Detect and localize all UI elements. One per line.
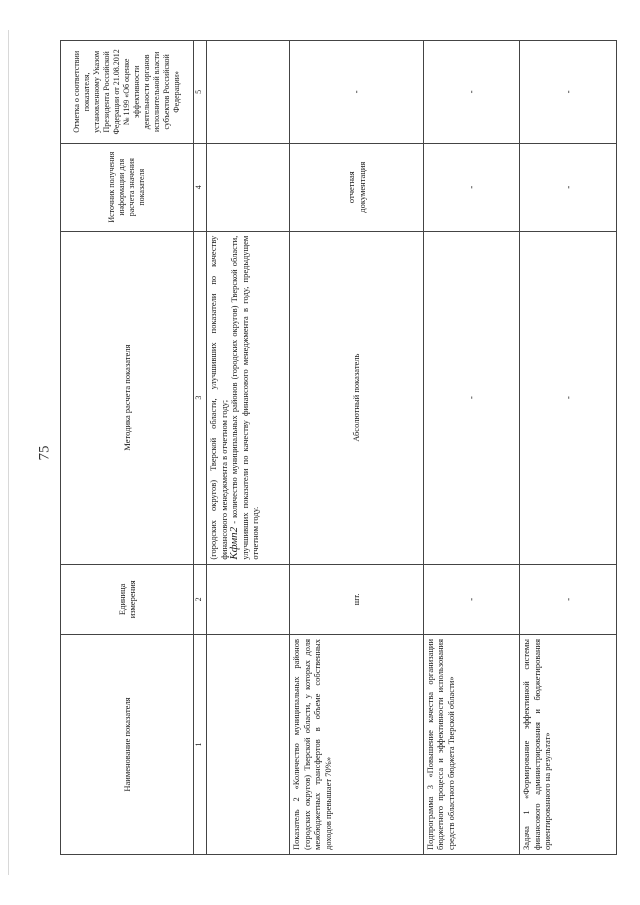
page-number: 75 [36, 445, 53, 461]
table-row-subprogram-3 [423, 41, 519, 855]
column-number: 2 [194, 564, 207, 634]
indicator-table-rotated [60, 40, 617, 855]
header-indicator-name: Наименование показателя [61, 635, 194, 855]
method-text-part2: - количество муниципальных районов (городских округов) Тверской области, улучшивших показатели по качеству финансового менеджмента в году, предыдущем отчетном году. [229, 235, 261, 560]
column-number: 4 [194, 143, 207, 231]
column-number: 5 [194, 41, 207, 144]
cell-indicator-name [207, 635, 290, 855]
cell-decree-mark: - [423, 41, 519, 144]
cell-source [207, 143, 290, 231]
header-source: Источник получения информации для расчета значения показателя [61, 143, 194, 231]
cell-unit [207, 564, 290, 634]
cell-decree-mark [207, 41, 290, 144]
column-number-row [194, 41, 207, 855]
column-number: 3 [194, 231, 207, 564]
header-unit: Единица измерения [61, 564, 194, 634]
cell-unit: - [520, 564, 617, 634]
cell-decree-mark: - [520, 41, 617, 144]
cell-source: - [423, 143, 519, 231]
cell-unit: шт. [290, 564, 424, 634]
header-row [61, 41, 194, 855]
cell-decree-mark: - [290, 41, 424, 144]
header-decree-mark: Отметка о соответствии показателя, установленному Указом Президента Российской Федерации от 21.08.2012 № 1199 «Об оценке эффективности деятельности органов исполнительной власти субъектов Российской Федерации» [61, 41, 194, 144]
cell-method: - [423, 231, 519, 564]
cell-indicator-name: Подпрограмма 3 «Повышение качества организации бюджетного процесса и эффективности использования средств областного бюджета Тверской области» [423, 635, 519, 855]
table-row-task-1 [520, 41, 617, 855]
cell-method: - [520, 231, 617, 564]
cell-indicator-name: Задача 1 «Формирование эффективной системы финансового администрирования и бюджетирования ориентированного на результат» [520, 635, 617, 855]
method-text-part1: (городских округов) Тверской области, улучшивших показатели по качеству финансового менеджмента в отчетном году; [208, 235, 229, 560]
column-number: 1 [194, 635, 207, 855]
cell-indicator-name: Показатель 2 «Количество муниципальных районов (городских округов) Тверской области, у которых доля межбюджетных трансфертов в объеме собственных доходов превышает 70%» [290, 635, 424, 855]
cell-method: Абсолютный показатель [290, 231, 424, 564]
table-row-continuation [207, 41, 290, 855]
cell-source: отчетная документация [290, 143, 424, 231]
cell-method [207, 231, 290, 564]
header-method: Методика расчета показателя [61, 231, 194, 564]
cell-unit: - [423, 564, 519, 634]
scan-margin-line [8, 30, 9, 875]
indicator-table [60, 40, 617, 855]
cell-source: - [520, 143, 617, 231]
method-formula: Кфмп2 [228, 526, 241, 560]
table-row-indicator-2 [290, 41, 424, 855]
